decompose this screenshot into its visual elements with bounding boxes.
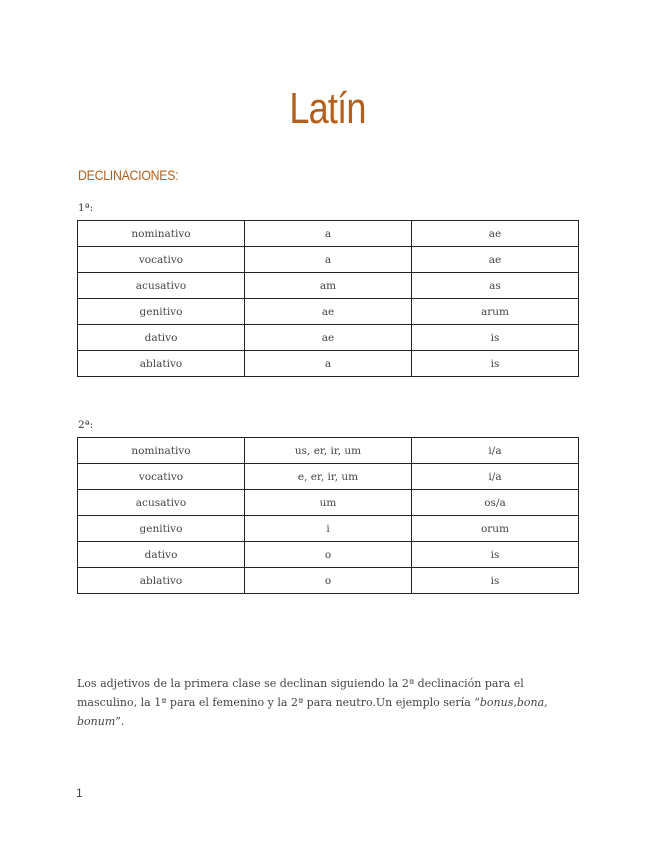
plural-cell: as xyxy=(412,273,579,299)
case-cell: dativo xyxy=(78,542,245,568)
table-row xyxy=(78,438,579,464)
section-heading: DECLINACIONES: xyxy=(78,167,179,183)
table-row xyxy=(78,516,579,542)
table-row xyxy=(78,568,579,594)
plural-cell: is xyxy=(412,568,579,594)
singular-cell: ae xyxy=(245,325,412,351)
plural-cell: ae xyxy=(412,247,579,273)
case-cell: dativo xyxy=(78,325,245,351)
singular-cell: i xyxy=(245,516,412,542)
table-row xyxy=(78,273,579,299)
table-row xyxy=(78,464,579,490)
example-text: bonus,bona, bonum xyxy=(77,696,548,728)
plural-cell: is xyxy=(412,325,579,351)
paragraph-closing: ”. xyxy=(115,715,125,728)
case-cell: ablativo xyxy=(78,351,245,377)
plural-cell: orum xyxy=(412,516,579,542)
second-declension-label: 2ª: xyxy=(78,419,94,431)
table-row xyxy=(78,490,579,516)
singular-cell: a xyxy=(245,247,412,273)
table-row xyxy=(78,299,579,325)
page-number: 1 xyxy=(76,786,83,800)
singular-cell: ae xyxy=(245,299,412,325)
case-cell: nominativo xyxy=(78,221,245,247)
singular-cell: um xyxy=(245,490,412,516)
plural-cell: is xyxy=(412,351,579,377)
explanation-paragraph xyxy=(77,674,557,731)
plural-cell: os/a xyxy=(412,490,579,516)
plural-cell: arum xyxy=(412,299,579,325)
table-row xyxy=(78,542,579,568)
plural-cell: i/a xyxy=(412,464,579,490)
case-cell: acusativo xyxy=(78,490,245,516)
singular-cell: us, er, ir, um xyxy=(245,438,412,464)
singular-cell: a xyxy=(245,221,412,247)
first-declension-table xyxy=(77,220,579,377)
case-cell: genitivo xyxy=(78,299,245,325)
singular-cell: o xyxy=(245,542,412,568)
table-row xyxy=(78,247,579,273)
case-cell: vocativo xyxy=(78,464,245,490)
plural-cell: i/a xyxy=(412,438,579,464)
table-row xyxy=(78,351,579,377)
document-title: Latín xyxy=(289,84,366,133)
plural-cell: is xyxy=(412,542,579,568)
table-row xyxy=(78,325,579,351)
case-cell: nominativo xyxy=(78,438,245,464)
case-cell: vocativo xyxy=(78,247,245,273)
first-declension-label: 1ª: xyxy=(78,202,94,214)
case-cell: acusativo xyxy=(78,273,245,299)
singular-cell: o xyxy=(245,568,412,594)
singular-cell: am xyxy=(245,273,412,299)
singular-cell: e, er, ir, um xyxy=(245,464,412,490)
table-row xyxy=(78,221,579,247)
case-cell: genitivo xyxy=(78,516,245,542)
plural-cell: ae xyxy=(412,221,579,247)
paragraph-text: Los adjetivos de la primera clase se declinan siguiendo la 2ª declinación para el masculino, la 1ª para el femenino y la 2ª para neutro.Un ejemplo sería “ xyxy=(77,677,524,709)
second-declension-table xyxy=(77,437,579,594)
singular-cell: a xyxy=(245,351,412,377)
case-cell: ablativo xyxy=(78,568,245,594)
